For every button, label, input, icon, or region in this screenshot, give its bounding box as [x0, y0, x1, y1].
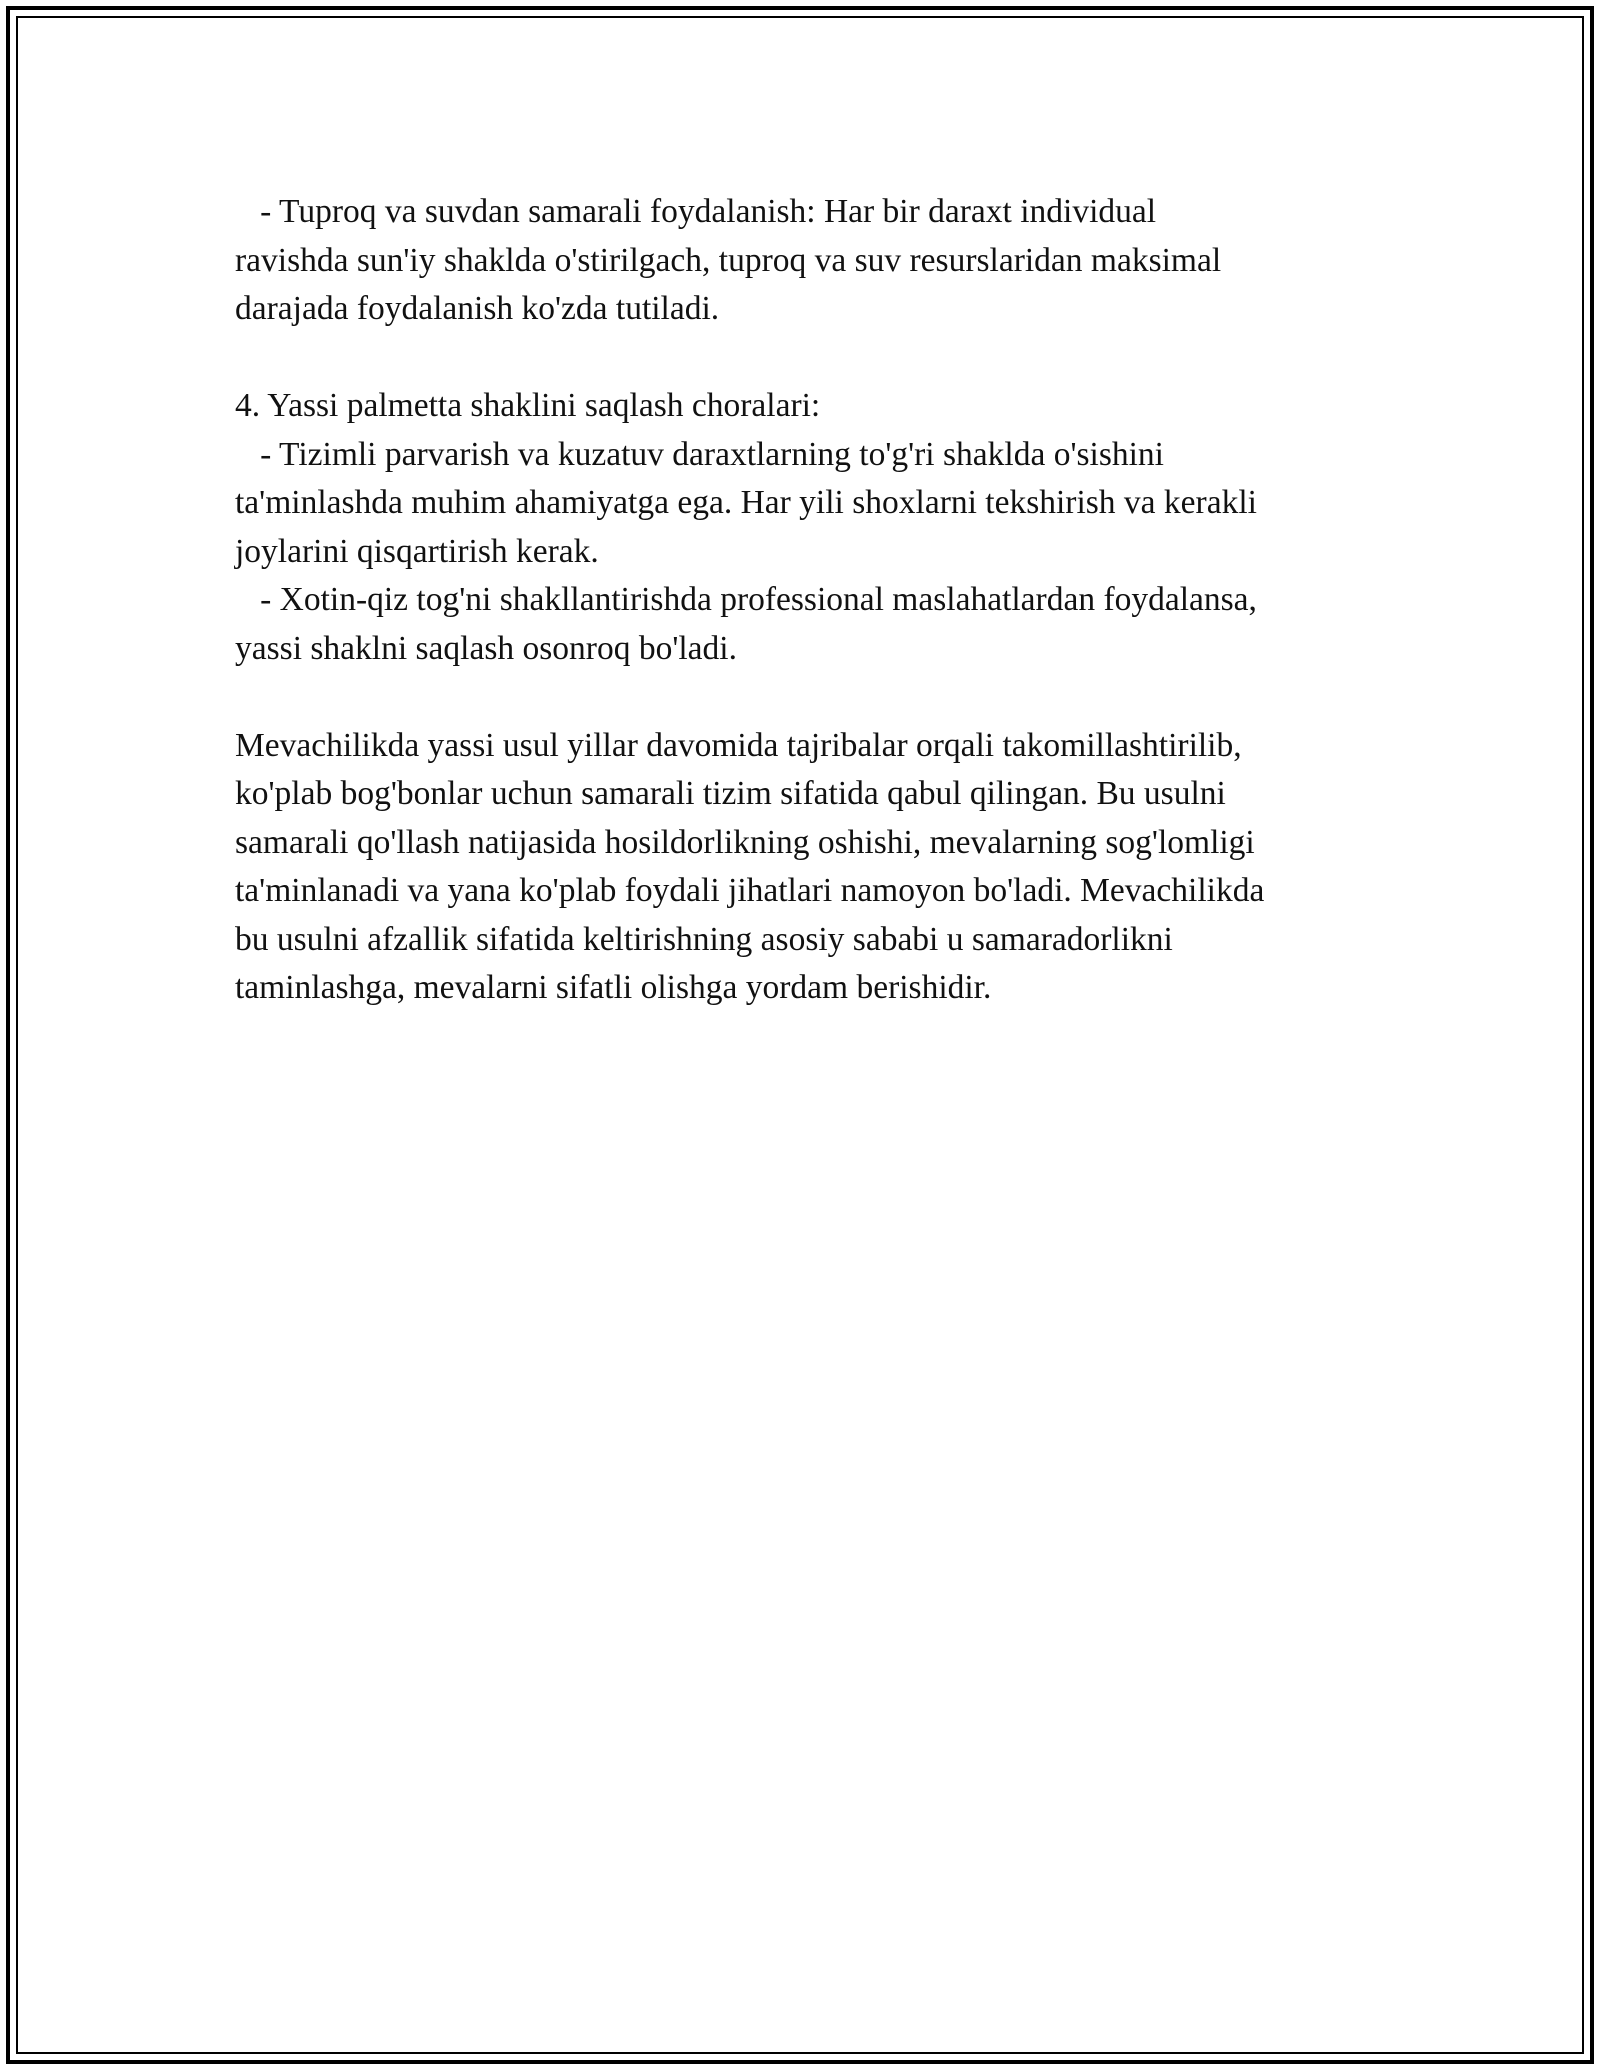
text-line: ta'minlanadi va yana ko'plab foydali jihatlari namoyon bo'ladi. Mevachilikda	[235, 872, 1265, 909]
text-line: bu usulni afzallik sifatida keltirishning asosiy sababi u samaradorlikni	[235, 920, 1173, 958]
section-4-bullet-2	[235, 576, 1395, 673]
text-line: - Tizimli parvarish va kuzatuv daraxtlarning to'g'ri shaklda o'sishini	[235, 435, 1164, 473]
text-line: joylarini qisqartirish kerak.	[235, 532, 599, 570]
text-line: darajada foydalanish ko'zda tutiladi.	[235, 290, 720, 327]
paragraph-soil-water-usage	[235, 188, 1395, 334]
text-line: ko'plab bog'bonlar uchun samarali tizim sifatida qabul qilingan. Bu usulni	[235, 775, 1226, 812]
paragraph-spacer	[235, 673, 1395, 722]
section-4-bullet-1	[235, 431, 1395, 577]
text-line: ta'minlashda muhim ahamiyatga ega. Har yili shoxlarni tekshirish va kerakli	[235, 484, 1257, 521]
text-line: samarali qo'llash natijasida hosildorlikning oshishi, mevalarning sog'lomligi	[235, 823, 1255, 861]
text-line: ravishda sun'iy shaklda o'stirilgach, tuproq va suv resurslaridan maksimal	[235, 241, 1222, 279]
section-4-heading: 4. Yassi palmetta shaklini saqlash choralari:	[235, 387, 821, 424]
text-line: Mevachilikda yassi usul yillar davomida tajribalar orqali takomillashtirilib,	[235, 726, 1242, 764]
section-4	[235, 382, 1395, 673]
text-line: - Tuproq va suvdan samarali foydalanish: Har bir daraxt individual	[235, 193, 1157, 230]
text-line: taminlashga, mevalarni sifatli olishga yordam berishidir.	[235, 969, 992, 1006]
conclusion-paragraph	[235, 722, 1395, 1013]
paragraph-spacer	[235, 334, 1395, 383]
document-body	[235, 188, 1395, 1013]
text-line: yassi shaklni saqlash osonroq bo'ladi.	[235, 629, 737, 667]
text-line: - Xotin-qiz tog'ni shakllantirishda professional maslahatlardan foydalansa,	[235, 581, 1257, 618]
